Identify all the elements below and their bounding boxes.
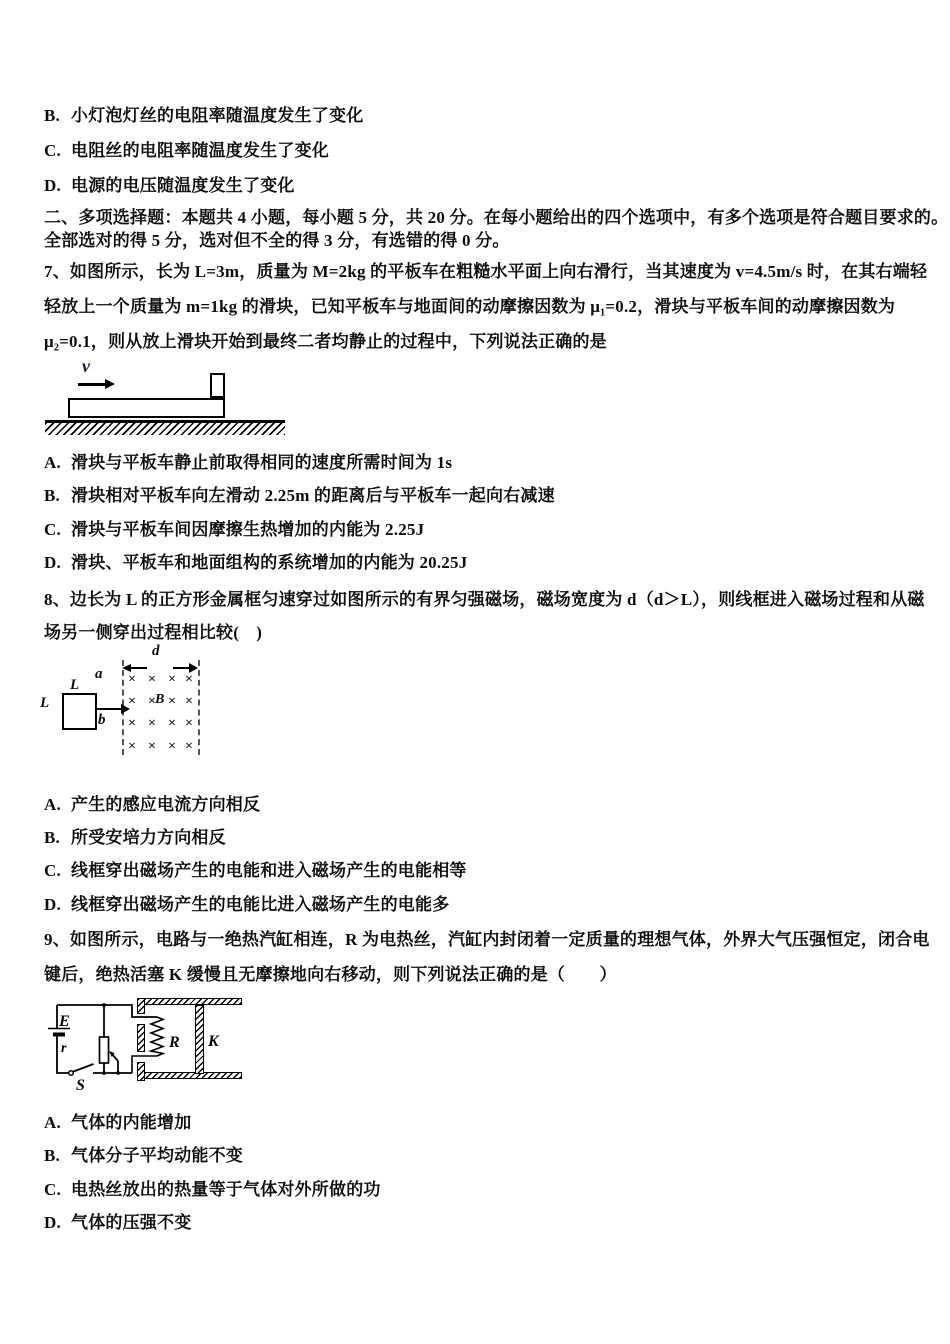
field-cross: × (168, 739, 176, 754)
option-text: 滑块与平板车静止前取得相同的速度所需时间为 1s (71, 453, 453, 472)
option-letter: C. (44, 1180, 61, 1199)
section-2-header-line-1: 二、多项选择题：本题共 4 小题，每小题 5 分，共 20 分。在每小题给出的四个选项中，有多个选项是符合题目要求的。 (44, 208, 949, 227)
q7-option-d (44, 548, 467, 573)
option-text: 电阻丝的电阻率随温度发生了变化 (71, 141, 329, 160)
option-text: 滑块相对平板车向左滑动 2.25m 的距离后与平板车一起向右减速 (71, 486, 555, 505)
field-cross: × (185, 739, 193, 754)
field-cross: × (168, 716, 176, 731)
velocity-arrowhead-icon (105, 379, 115, 389)
motion-arrow (97, 708, 123, 710)
q8-option-b (44, 823, 226, 848)
option-letter: B. (44, 1146, 60, 1165)
option-letter: D. (44, 895, 61, 914)
option-letter: B. (44, 486, 60, 505)
field-cross: × (128, 694, 136, 709)
q7-option-b (44, 481, 555, 506)
field-cross: × (185, 716, 193, 731)
piston-label: K (208, 1033, 219, 1050)
field-cross: × (128, 739, 136, 754)
section-2-header-line-2: 全部选对的得 5 分，选对但不全的得 3 分，有选错的得 0 分。 (44, 231, 510, 250)
q9-text-line-1: 9、如图所示，电路与一绝热汽缸相连，R 为电热丝，汽缸内封闭着一定质量的理想气体，外界大气压强恒定，闭合电 (44, 930, 930, 949)
q9-option-c (44, 1175, 381, 1200)
option-letter: D. (44, 553, 61, 572)
internal-resistance-label: r (61, 1041, 67, 1056)
cart-rect (68, 398, 225, 418)
option-text: 产生的感应电流方向相反 (71, 795, 261, 814)
corner-b-label: b (98, 712, 106, 728)
q7-cart-diagram (40, 356, 300, 440)
option-letter: D. (44, 176, 61, 195)
option-letter: A. (44, 1113, 61, 1132)
ground-hatch (45, 420, 285, 435)
width-arrow-left (130, 667, 147, 669)
emf-label: E (59, 1013, 70, 1030)
velocity-arrow (78, 383, 106, 386)
q9-option-d (44, 1208, 191, 1233)
corner-a-label: a (95, 666, 103, 682)
field-cross: × (128, 672, 136, 687)
top-wire (57, 1005, 157, 1017)
q7-option-c (44, 515, 424, 540)
q7-text-line-1: 7、如图所示，长为 L=3m，质量为 M=2kg 的平板车在粗糙水平面上向右滑行，当其速度为 v=4.5m/s 时，在其右端轻 (44, 262, 928, 281)
option-text: 滑块、平板车和地面组构的系统增加的内能为 20.25J (71, 553, 468, 572)
option-text: 电源的电压随温度发生了变化 (71, 176, 295, 195)
block-rect (210, 373, 225, 398)
option-letter: B. (44, 828, 60, 847)
side-length-left-label: L (40, 695, 50, 711)
option-letter: C. (44, 141, 61, 160)
option-letter: A. (44, 453, 61, 472)
option-letter: C. (44, 861, 61, 880)
option-text: 所受安培力方向相反 (71, 828, 226, 847)
q8-field-diagram (40, 643, 280, 766)
q8-option-d (44, 890, 449, 915)
q8-option-c (44, 856, 467, 881)
velocity-label: v (82, 356, 90, 376)
heater-label: R (169, 1034, 180, 1051)
field-width-label: d (152, 643, 160, 659)
q7-text-line-2: 轻放上一个质量为 m=1kg 的滑块，已知平板车与地面间的动摩擦因数为 μ₁=0.2，滑块与平板车间的动摩擦因数为 (44, 297, 896, 316)
heater-zigzag-r (132, 1017, 163, 1073)
circuit-svg (45, 995, 255, 1100)
field-cross: × (185, 672, 193, 687)
option-letter: D. (44, 1213, 61, 1232)
rheostat-body (100, 1037, 109, 1063)
option-text: 气体的内能增加 (71, 1113, 192, 1132)
field-cross: × (148, 694, 156, 709)
option-text: 线框穿出磁场产生的电能和进入磁场产生的电能相等 (71, 861, 467, 880)
field-cross: × (168, 694, 176, 709)
side-length-top-label: L (70, 677, 80, 693)
q6-option-b (44, 101, 363, 126)
option-letter: A. (44, 795, 61, 814)
junction-dot (116, 1071, 120, 1075)
q6-option-c (44, 136, 329, 161)
q9-circuit-cylinder-diagram (45, 995, 255, 1100)
switch-lever (74, 1064, 94, 1072)
field-boundary-right (198, 660, 200, 755)
q9-option-b (44, 1141, 243, 1166)
option-text: 电热丝放出的热量等于气体对外所做的功 (71, 1180, 381, 1199)
width-arrow-right (173, 667, 190, 669)
q8-option-a (44, 790, 260, 815)
field-cross: × (128, 716, 136, 731)
q9-option-a (44, 1108, 191, 1133)
field-cross: × (148, 672, 156, 687)
field-cross: × (185, 694, 193, 709)
field-cross: × (168, 672, 176, 687)
option-letter: C. (44, 520, 61, 539)
option-text: 气体分子平均动能不变 (71, 1146, 243, 1165)
switch-pivot (69, 1071, 74, 1076)
q8-text-line-1: 8、边长为 L 的正方形金属框匀速穿过如图所示的有界匀强磁场，磁场宽度为 d（d＞L），则线框进入磁场过程和从磁 (44, 590, 925, 609)
field-b-label: B (155, 692, 165, 707)
junction-dot (102, 1003, 106, 1007)
switch-label: S (76, 1077, 85, 1094)
option-letter: B. (44, 106, 60, 125)
option-text: 小灯泡灯丝的电阻率随温度发生了变化 (71, 106, 364, 125)
q7-text-line-3: μ₂=0.1，则从放上滑块开始到最终二者均静止的过程中，下列说法正确的是 (44, 332, 607, 351)
q8-text-line-2: 场另一侧穿出过程相比较( ) (44, 623, 263, 642)
q9-text-line-2: 键后，绝热活塞 K 缓慢且无摩擦地向右移动，则下列说法正确的是（ ） (44, 965, 617, 984)
field-cross: × (148, 716, 156, 731)
option-text: 气体的压强不变 (71, 1213, 192, 1232)
option-text: 线框穿出磁场产生的电能比进入磁场产生的电能多 (71, 895, 450, 914)
field-cross: × (148, 739, 156, 754)
wire-frame-square (62, 693, 97, 730)
junction-dot (102, 1071, 106, 1075)
q7-option-a (44, 448, 452, 473)
option-text: 滑块与平板车间因摩擦生热增加的内能为 2.25J (71, 520, 425, 539)
q6-option-d (44, 171, 295, 196)
